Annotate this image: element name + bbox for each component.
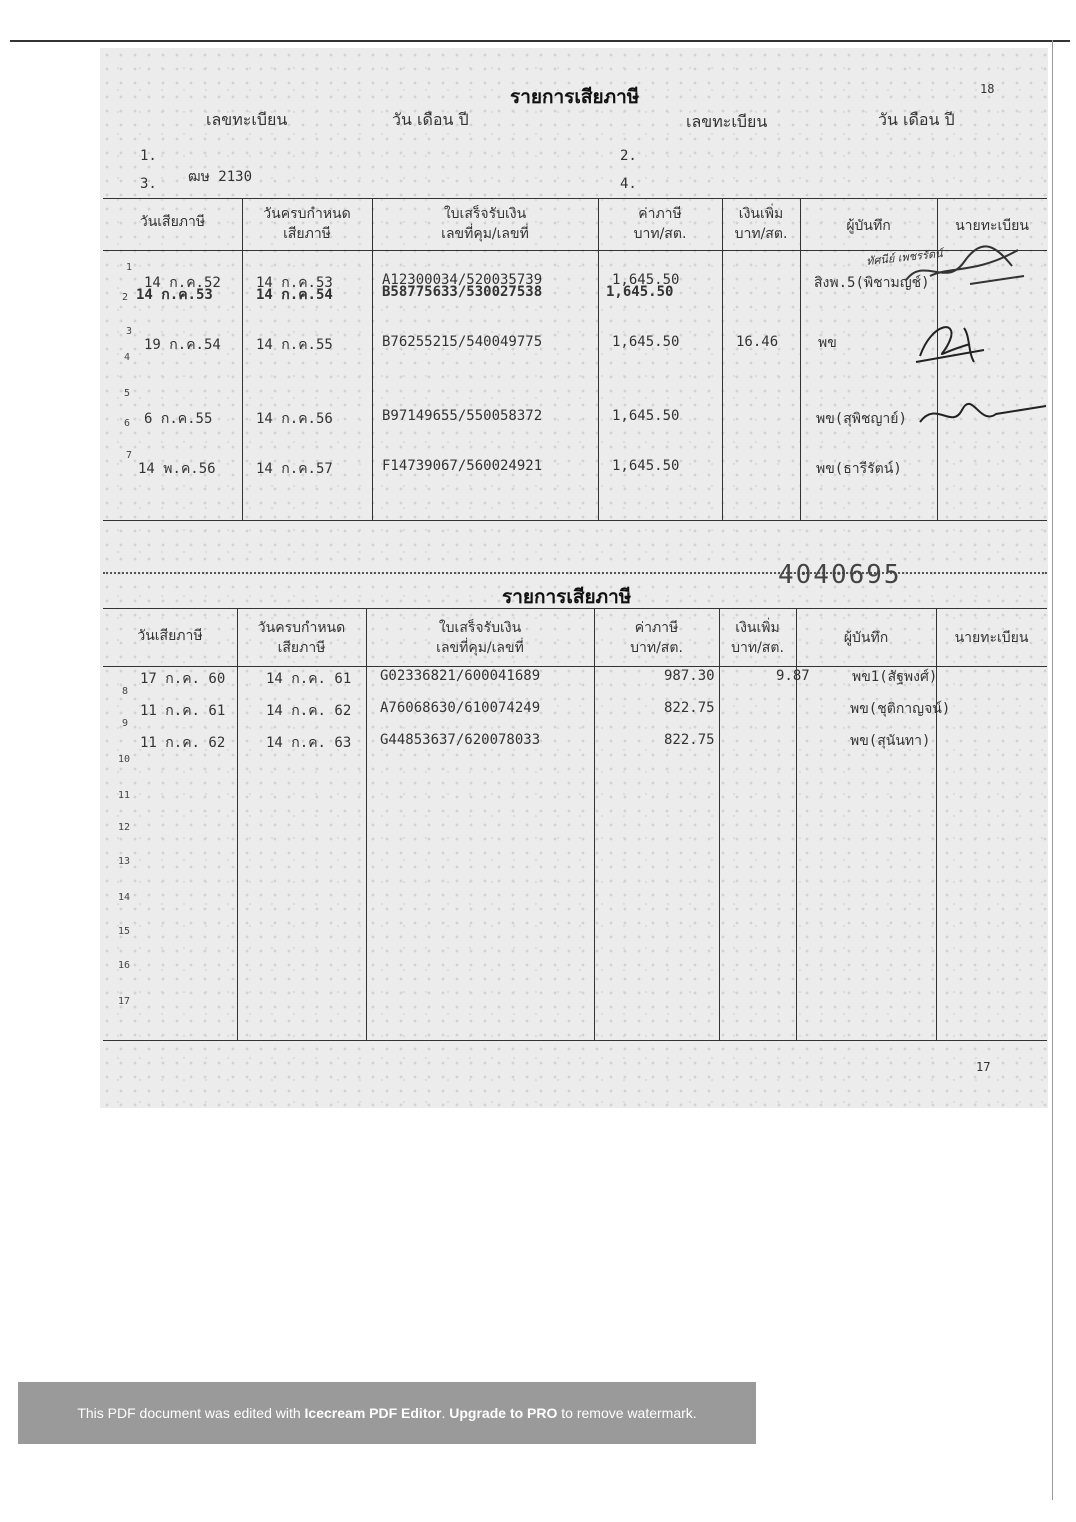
due-date-cell: 14 ก.ค.56 [256, 411, 333, 427]
column-divider [237, 608, 238, 1040]
row-number: 9 [122, 718, 129, 729]
recorder-cell: พข1(สัฐพงศ์) [852, 669, 938, 685]
row-number: 15 [118, 926, 131, 937]
recorder-cell: พข(สุพิชญาย์) [816, 411, 907, 427]
row-number: 8 [122, 686, 129, 697]
page-number-bottom: 17 [976, 1060, 991, 1074]
recorder-cell: พข(ธารีรัตน์) [816, 461, 902, 477]
row-number: 7 [126, 450, 133, 461]
paid-date-cell: 11 ก.ค. 62 [140, 735, 226, 751]
header-extra: เงินเพิ่ม บาท/สต. [734, 206, 788, 242]
header-receipt: ใบเสร็จรับเงิน เลขที่คุม/เลขที่ [441, 206, 529, 242]
header-receipt: ใบเสร็จรับเงิน เลขที่คุม/เลขที่ [436, 620, 524, 656]
tax-cell: 1,645.50 [612, 334, 680, 350]
row-number: 6 [124, 418, 131, 429]
scan-top-border [10, 40, 1070, 42]
tax-cell: 1,645.50 [612, 408, 680, 424]
reg-entry-number: 1. [140, 148, 157, 164]
header-tax: ค่าภาษี บาท/สต. [630, 620, 683, 656]
row-number: 17 [118, 996, 131, 1007]
header-registrar: นายทะเบียน [954, 630, 1029, 646]
column-divider [594, 608, 595, 1040]
signature-1 [900, 236, 1030, 296]
reg-entry-number: 4. [620, 176, 637, 192]
recorder-cell: พข(สุนันทา) [850, 733, 931, 749]
signature-name-stamp: ทัศนีย์ เพชรรัตน์ [865, 247, 944, 268]
paid-date-cell: 6 ก.ค.55 [144, 411, 213, 427]
header-recorder: ผู้บันทึก [843, 630, 889, 646]
dotted-divider [103, 572, 1047, 574]
page-number-top: 18 [980, 82, 995, 96]
lower-table-top-rule [103, 608, 1047, 609]
row-number: 5 [124, 388, 131, 399]
reg-number-label-1: เลขทะเบียน [206, 110, 288, 129]
recorder-cell: พข(ชุติกาญจน์) [850, 701, 951, 717]
header-paid-date: วันเสียภาษี [139, 214, 206, 230]
row-number: 14 [118, 892, 131, 903]
due-date-cell: 14 ก.ค.53 [256, 275, 333, 291]
receipt-cell: B58775633/530027538 [382, 284, 543, 300]
row-number: 10 [118, 754, 131, 765]
lower-section-title: รายการเสียภาษี [502, 586, 632, 608]
paid-date-cell: 17 ก.ค. 60 [140, 671, 226, 687]
extra-cell: 9.87 [776, 668, 810, 684]
column-divider [719, 608, 720, 1040]
upper-table-bottom-rule [103, 520, 1047, 521]
date-label-1: วัน เดือน ปี [392, 110, 469, 129]
column-divider [372, 198, 373, 520]
header-paid-date: วันเสียภาษี [137, 628, 203, 644]
column-divider [242, 198, 243, 520]
due-date-cell: 14 ก.ค.54 [256, 287, 333, 303]
due-date-cell: 14 ก.ค. 62 [266, 703, 352, 719]
header-registrar: นายทะเบียน [955, 218, 1029, 234]
reg-number-label-2: เลขทะเบียน [686, 112, 768, 131]
lower-table-bottom-rule [103, 1040, 1047, 1041]
signature-3 [916, 396, 1048, 432]
row-number: 4 [124, 352, 131, 363]
scan-right-border [1052, 40, 1053, 1500]
editor-watermark-banner: This PDF document was edited with Icecream PDF Editor . Upgrade to PRO to remove watermark. [18, 1382, 756, 1444]
due-date-cell: 14 ก.ค.57 [256, 461, 333, 477]
tax-cell: 822.75 [664, 732, 715, 748]
row-number: 12 [118, 822, 131, 833]
paid-date-cell: 14 ก.ค.52 [144, 275, 221, 291]
recorder-cell: พข [818, 335, 837, 351]
reg-entry-number: 2. [620, 148, 637, 164]
recorder-cell: สิงพ.5(พิชามญช์) [814, 275, 930, 291]
upper-table-top-rule [103, 198, 1047, 199]
receipt-cell: G44853637/620078033 [380, 732, 541, 748]
due-date-cell: 14 ก.ค. 61 [266, 671, 352, 687]
tax-cell: 1,645.50 [606, 284, 674, 300]
signature-2 [910, 316, 990, 368]
upper-section-title: รายการเสียภาษี [510, 86, 640, 108]
paid-date-cell: 14 พ.ค.56 [138, 461, 216, 477]
row-number: 13 [118, 856, 131, 867]
column-divider [800, 198, 801, 520]
row-number: 2 [122, 292, 129, 303]
header-due-date: วันครบกำหนด เสียภาษี [257, 620, 346, 656]
tax-cell: 1,645.50 [612, 458, 680, 474]
due-date-cell: 14 ก.ค.55 [256, 337, 333, 353]
due-date-cell: 14 ก.ค. 63 [266, 735, 352, 751]
column-divider [366, 608, 367, 1040]
header-due-date: วันครบกำหนด เสียภาษี [263, 206, 351, 242]
column-divider [598, 198, 599, 520]
receipt-cell: A12300034/520035739 [382, 272, 543, 288]
header-extra: เงินเพิ่ม บาท/สต. [731, 620, 784, 656]
date-label-2: วัน เดือน ปี [878, 110, 955, 129]
header-recorder: ผู้บันทึก [846, 218, 891, 234]
paid-date-cell: 19 ก.ค.54 [144, 337, 221, 353]
row-number: 16 [118, 960, 131, 971]
receipt-cell: B76255215/540049775 [382, 334, 543, 350]
paid-date-cell: 14 ก.ค.53 [136, 287, 213, 303]
row-number: 3 [126, 326, 133, 337]
tax-cell: 822.75 [664, 700, 715, 716]
tax-cell: 1,645.50 [612, 272, 680, 288]
column-divider [722, 198, 723, 520]
receipt-cell: A76068630/610074249 [380, 700, 541, 716]
row-number: 11 [118, 790, 131, 801]
receipt-cell: B97149655/550058372 [382, 408, 543, 424]
receipt-cell: F14739067/560024921 [382, 458, 543, 474]
receipt-cell: G02336821/600041689 [380, 668, 541, 684]
header-tax: ค่าภาษี บาท/สต. [633, 206, 687, 242]
reg-entry-number: 3. [140, 176, 157, 192]
row-number: 1 [126, 262, 133, 273]
extra-cell: 16.46 [736, 334, 779, 350]
reg-entry-value: ฒษ 2130 [188, 169, 253, 185]
stamp-number: 4040695 [778, 560, 902, 590]
paid-date-cell: 11 ก.ค. 61 [140, 703, 226, 719]
tax-cell: 987.30 [664, 668, 715, 684]
